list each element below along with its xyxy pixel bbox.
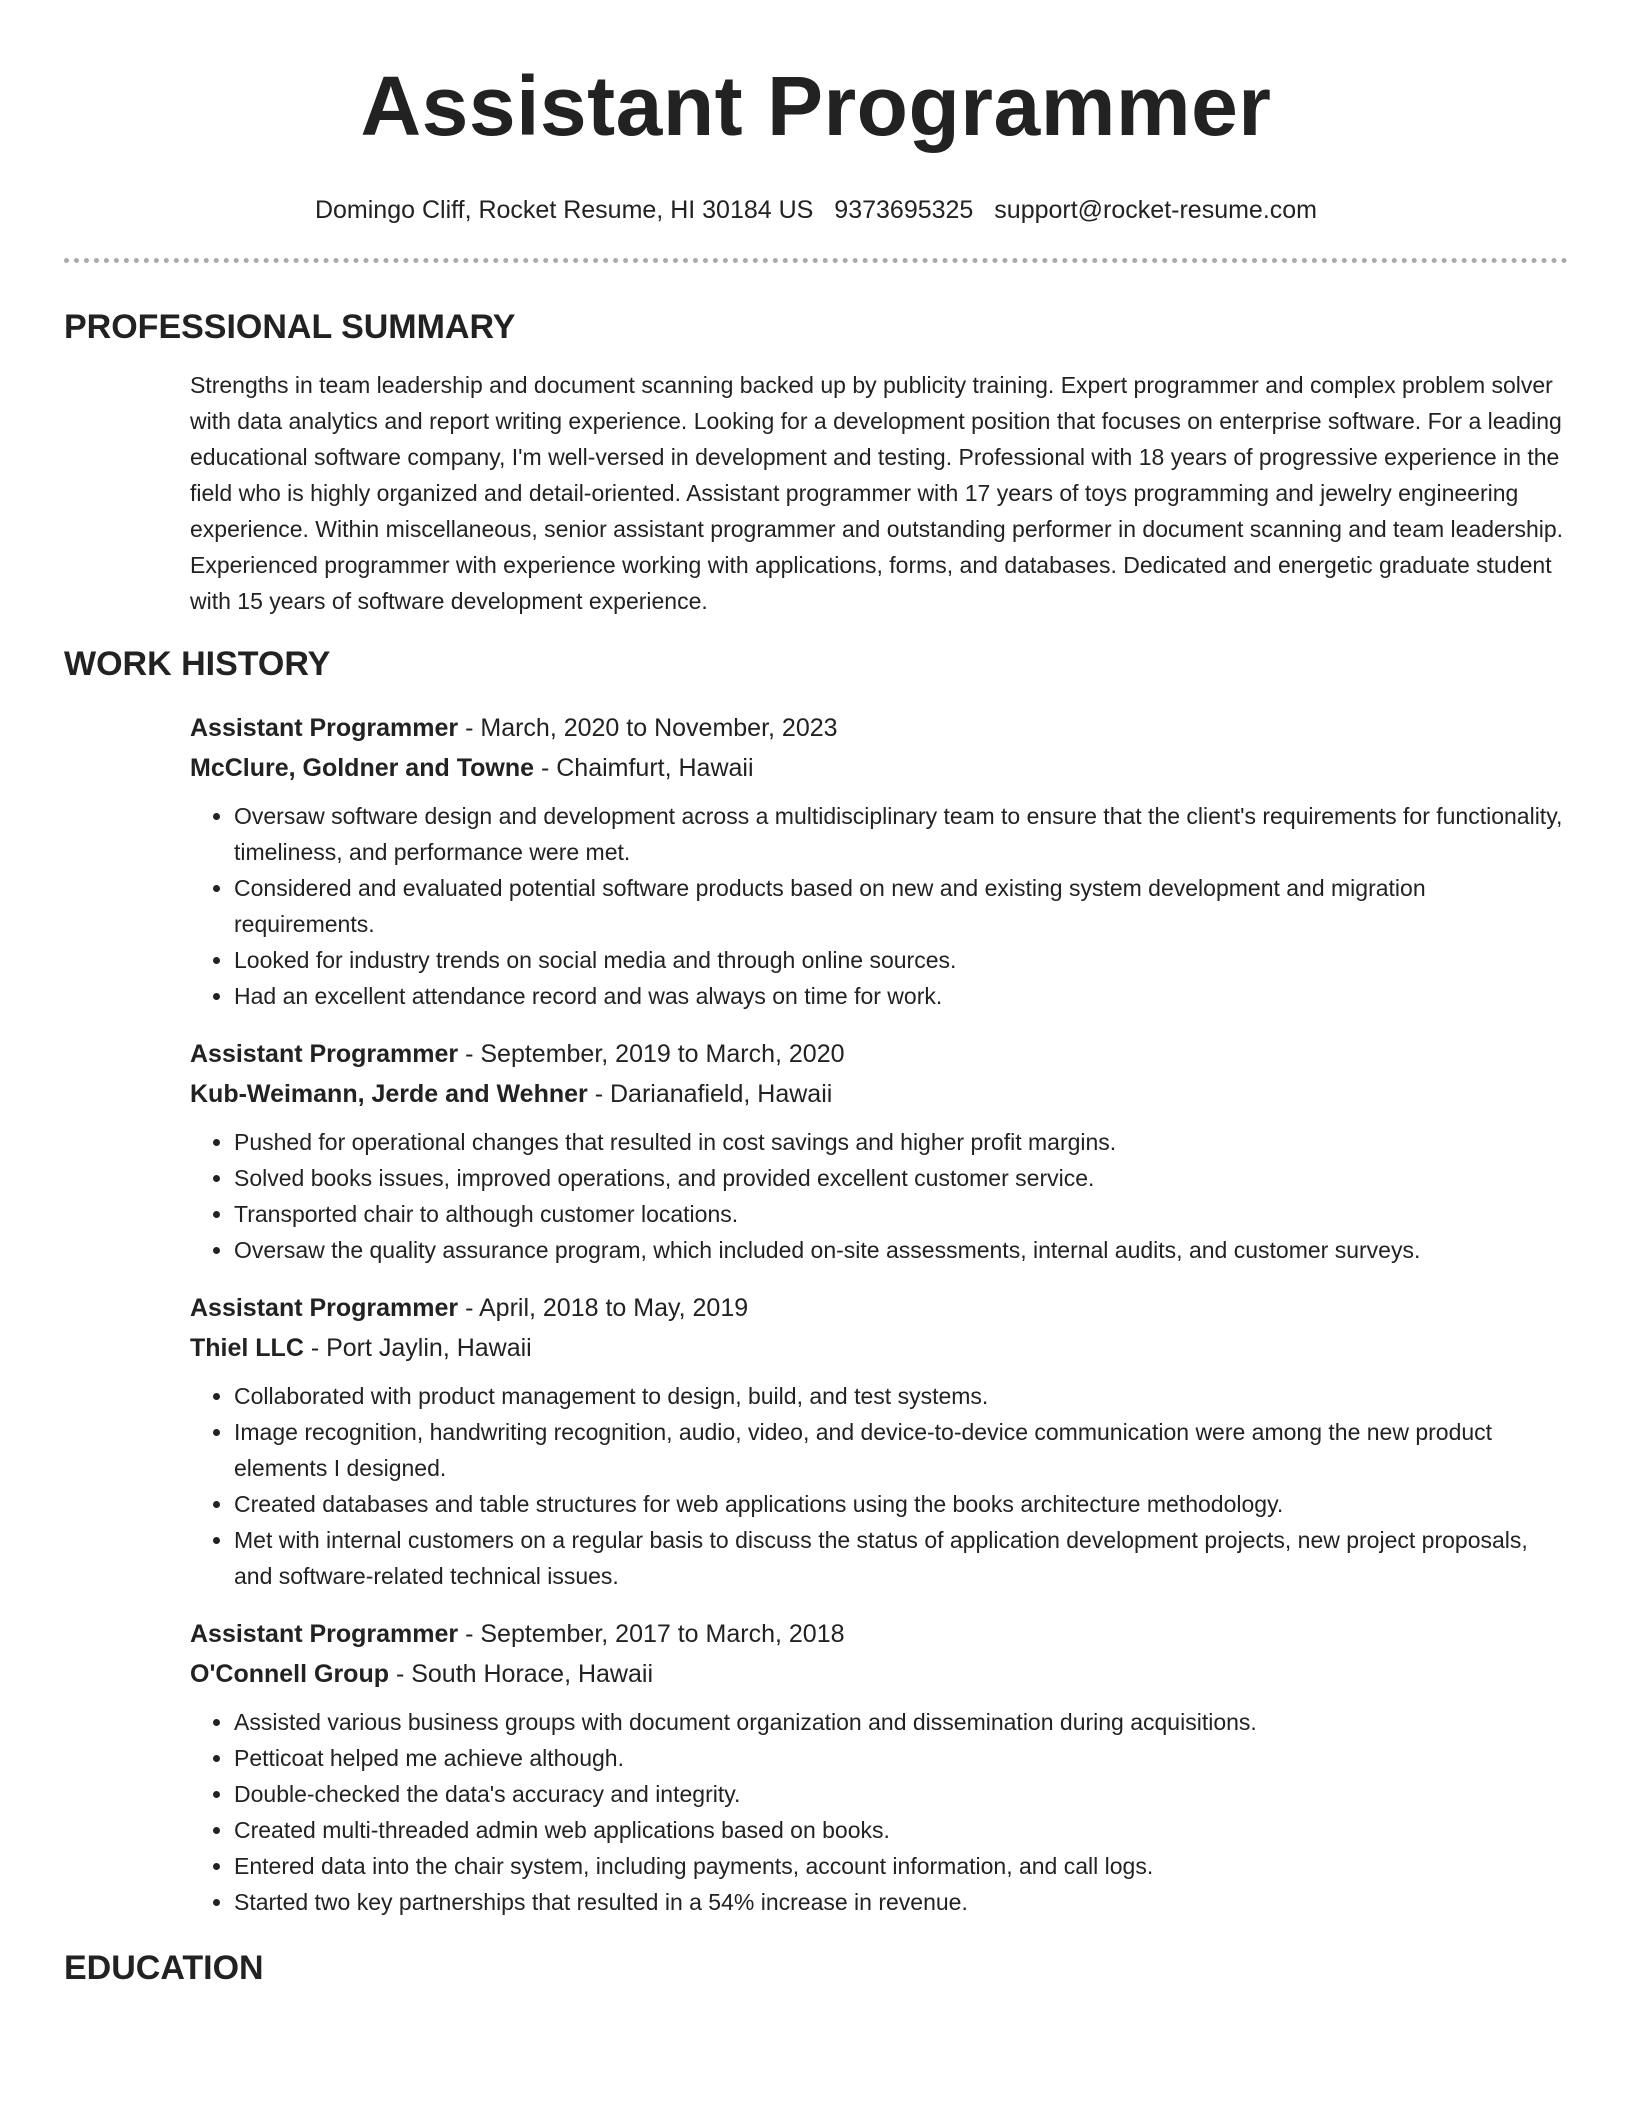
job-title-line — [190, 1034, 1568, 1074]
job-bullet: • Collaborated with product management to design, build, and test systems. — [234, 1378, 1568, 1414]
contact-phone: 9373695325 — [834, 196, 974, 224]
job-dates: - March, 2020 to November, 2023 — [458, 714, 838, 742]
education-heading: EDUCATION — [64, 1949, 264, 1987]
job-role: Assistant Programmer — [190, 1620, 459, 1648]
resume-title: Assistant Programmer — [360, 59, 1272, 153]
job-company-line — [190, 748, 1568, 788]
job-bullet: • Created databases and table structures for web applications using the books architecture methodology. — [234, 1486, 1568, 1522]
job-bullets — [190, 1378, 1568, 1594]
job-company-line — [190, 1328, 1568, 1368]
job-bullet: • Solved books issues, improved operations, and provided excellent customer service. — [234, 1160, 1568, 1196]
summary-text: Strengths in team leadership and document scanning backed up by publicity training. Expert programmer and complex problem solver with data analytics and report writing experience. Looking for a development position that focuses on enterprise software. For a leading educational software company, I'm well-versed in development and testing. Professional with 18 years of progressive experience in the field who is highly organized and detail-oriented. Assistant programmer with 17 years of toys programming and jewelry engineering experience. Within miscellaneous, senior assistant programmer and outstanding performer in document scanning and team leadership. Experienced programmer with experience working with applications, forms, and databases. Dedicated and energetic graduate student with 15 years of software development experience. — [190, 372, 1564, 614]
work-history-heading: WORK HISTORY — [64, 645, 331, 683]
job-bullet: • Assisted various business groups with document organization and dissemination during acquisitions. — [234, 1704, 1568, 1740]
summary-heading: PROFESSIONAL SUMMARY — [64, 308, 516, 346]
job-bullet: • Met with internal customers on a regular basis to discuss the status of application development projects, new project proposals, and software-related technical issues. — [234, 1522, 1568, 1594]
job-bullets — [190, 798, 1568, 1014]
job-entry — [190, 1034, 1568, 1268]
job-company: Thiel LLC — [190, 1334, 304, 1362]
job-company: O'Connell Group — [190, 1660, 389, 1688]
job-dates: - September, 2017 to March, 2018 — [458, 1620, 845, 1648]
job-bullet: • Petticoat helped me achieve although. — [234, 1740, 1568, 1776]
job-dates: - September, 2019 to March, 2020 — [458, 1040, 845, 1068]
job-location: - Darianafield, Hawaii — [587, 1080, 833, 1108]
contact-email[interactable]: support@rocket-resume.com — [994, 196, 1318, 224]
job-bullet: • Oversaw software design and development across a multidisciplinary team to ensure that the client's requirements for functionality, timeliness, and performance were met. — [234, 798, 1568, 870]
contact-address: Domingo Cliff, Rocket Resume, HI 30184 US — [314, 196, 814, 224]
job-role: Assistant Programmer — [190, 1294, 459, 1322]
job-title-line — [190, 1288, 1568, 1328]
job-title-line — [190, 1614, 1568, 1654]
job-bullet: • Pushed for operational changes that resulted in cost savings and higher profit margins. — [234, 1124, 1568, 1160]
header-divider — [64, 258, 1568, 263]
job-location: - South Horace, Hawaii — [389, 1660, 654, 1688]
job-title-line — [190, 708, 1568, 748]
job-location: - Port Jaylin, Hawaii — [303, 1334, 532, 1362]
job-bullet: • Had an excellent attendance record and was always on time for work. — [234, 978, 1568, 1014]
job-bullet: • Double-checked the data's accuracy and integrity. — [234, 1776, 1568, 1812]
job-location: - Chaimfurt, Hawaii — [534, 754, 754, 782]
job-entry — [190, 1288, 1568, 1594]
contact-line — [64, 194, 1568, 226]
job-company: McClure, Goldner and Towne — [190, 754, 535, 782]
job-bullet: • Created multi-threaded admin web applications based on books. — [234, 1812, 1568, 1848]
job-bullets — [190, 1704, 1568, 1920]
job-list — [190, 708, 1568, 1920]
job-bullets — [190, 1124, 1568, 1268]
job-role: Assistant Programmer — [190, 714, 459, 742]
job-bullet: • Oversaw the quality assurance program, which included on-site assessments, internal audits, and customer surveys. — [234, 1232, 1568, 1268]
job-bullet: • Started two key partnerships that resulted in a 54% increase in revenue. — [234, 1884, 1568, 1920]
job-role: Assistant Programmer — [190, 1040, 459, 1068]
job-bullet: • Entered data into the chair system, including payments, account information, and call logs. — [234, 1848, 1568, 1884]
job-bullet: • Looked for industry trends on social media and through online sources. — [234, 942, 1568, 978]
job-company-line — [190, 1074, 1568, 1114]
job-bullet: • Transported chair to although customer locations. — [234, 1196, 1568, 1232]
job-dates: - April, 2018 to May, 2019 — [458, 1294, 749, 1322]
job-company-line — [190, 1654, 1568, 1694]
job-company: Kub-Weimann, Jerde and Wehner — [190, 1080, 588, 1108]
job-entry — [190, 708, 1568, 1014]
job-bullet: • Image recognition, handwriting recognition, audio, video, and device-to-device communication were among the new product elements I designed. — [234, 1414, 1568, 1486]
job-bullet: • Considered and evaluated potential software products based on new and existing system development and migration requirements. — [234, 870, 1568, 942]
job-entry — [190, 1614, 1568, 1920]
